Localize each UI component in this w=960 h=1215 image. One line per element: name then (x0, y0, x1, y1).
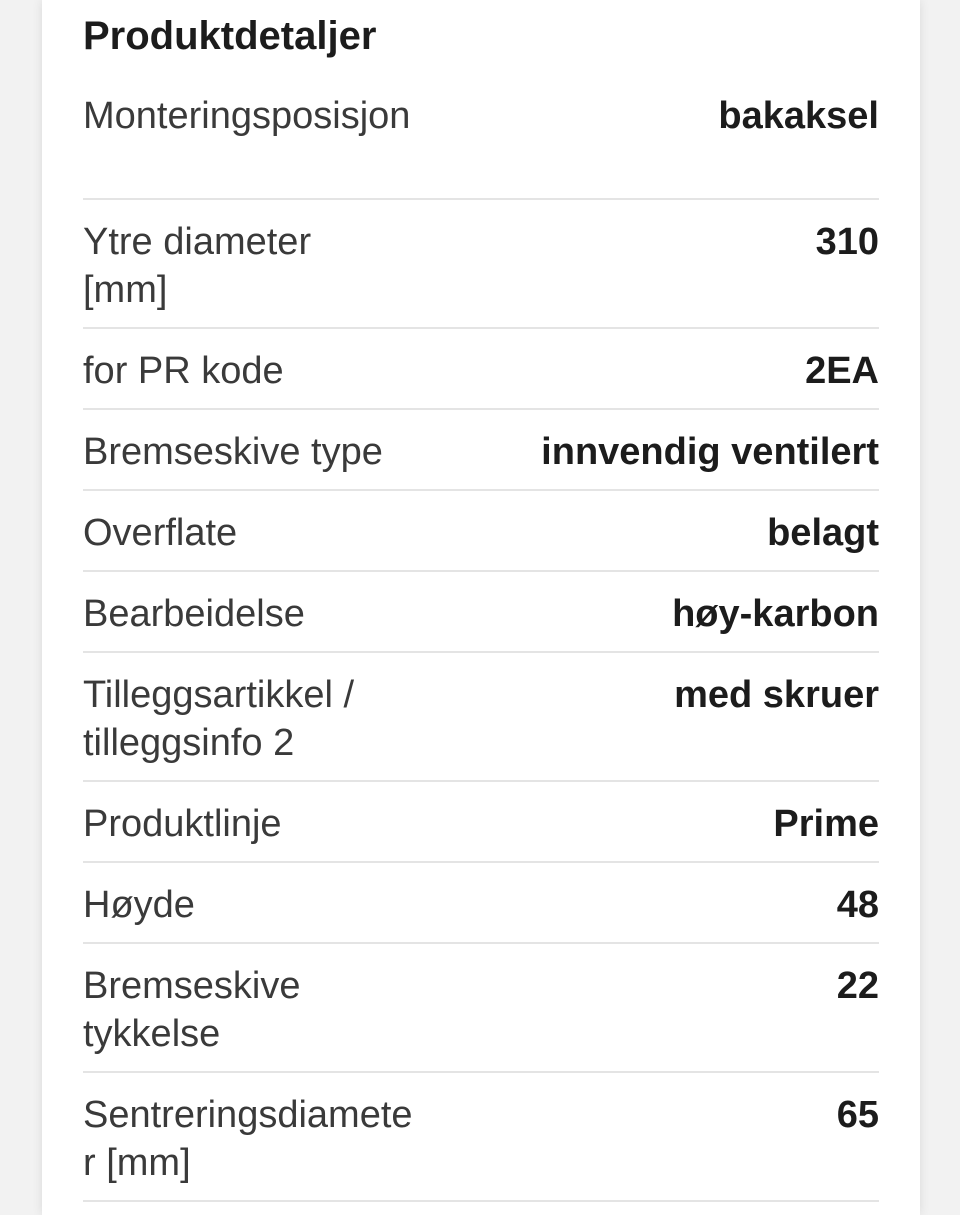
detail-value: bakaksel (718, 95, 879, 137)
detail-row-outer-diameter (83, 200, 879, 329)
detail-row-height (83, 863, 879, 944)
detail-value: 48 (836, 884, 879, 926)
detail-row-machining (83, 572, 879, 653)
detail-value: 310 (815, 221, 879, 263)
detail-row-mounting-position (83, 76, 879, 200)
detail-label: Bremseskive tykkelse (83, 965, 301, 1055)
detail-row-additional-info (83, 653, 879, 782)
detail-row-surface (83, 491, 879, 572)
detail-value: med skruer (674, 674, 879, 716)
detail-label: Produktlinje (83, 803, 282, 845)
detail-value: 65 (836, 1094, 879, 1136)
detail-value: innvendig ventilert (541, 431, 879, 473)
detail-label: Høyde (83, 884, 195, 926)
detail-row-disc-thickness (83, 944, 879, 1073)
detail-label: Monteringsposisjon (83, 95, 411, 137)
detail-value: 22 (836, 965, 879, 1007)
section-title: Produktdetaljer (83, 14, 377, 58)
detail-row-pr-code (83, 329, 879, 410)
product-details-card (42, 0, 920, 1215)
detail-value: høy-karbon (672, 593, 879, 635)
detail-label: Tilleggsartikkel / tilleggsinfo 2 (83, 674, 355, 764)
detail-row-product-line (83, 782, 879, 863)
detail-label: for PR kode (83, 350, 284, 392)
detail-value: 2EA (805, 350, 879, 392)
detail-row-centering-diameter (83, 1073, 879, 1202)
detail-label: Overflate (83, 512, 238, 554)
detail-value: Prime (773, 803, 879, 845)
detail-label: Ytre diameter [mm] (83, 221, 312, 311)
detail-label: Sentreringsdiameter [mm] (83, 1094, 413, 1184)
detail-label: Bearbeidelse (83, 593, 305, 635)
detail-value: belagt (767, 512, 879, 554)
detail-row-disc-type (83, 410, 879, 491)
detail-label: Bremseskive type (83, 431, 383, 473)
